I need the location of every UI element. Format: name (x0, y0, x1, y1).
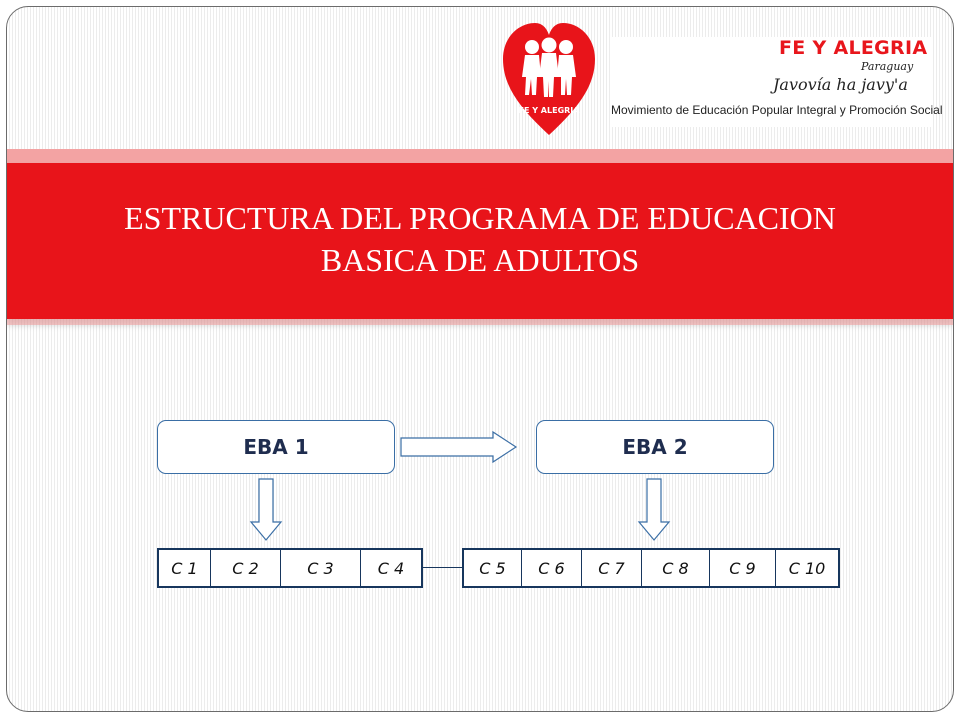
cycle-cell: C 5 (464, 550, 522, 586)
program-box-eba-2: EBA 2 (536, 420, 774, 474)
title-line-1: ESTRUCTURA DEL PROGRAMA DE EDUCACION (124, 200, 836, 236)
cycle-cell: C 2 (211, 550, 281, 586)
brand-movement: Movimiento de Educación Popular Integral y Promoción Social (611, 103, 943, 117)
cycle-cell: C 6 (522, 550, 582, 586)
diagram-arrows (7, 7, 953, 711)
brand-name: FE Y ALEGRIA (779, 37, 928, 59)
cycle-cell: C 1 (159, 550, 211, 586)
down-arrow-icon-eba-1 (251, 479, 281, 540)
cycle-cell: C 9 (710, 550, 776, 586)
cycle-cell: C 10 (788, 558, 826, 578)
emblem-text: FE Y ALEGRIA (518, 106, 580, 115)
program-box-eba-1: EBA 1 (157, 420, 395, 474)
cycle-cell: C 8 (642, 550, 710, 586)
slide (6, 6, 954, 712)
cycle-cell: C 4 (377, 558, 405, 578)
down-arrow-icon-eba-2 (639, 479, 669, 540)
title-line-2: BASICA DE ADULTOS (320, 242, 640, 278)
cycle-cell: C 3 (281, 550, 361, 586)
brand-country: Paraguay (861, 60, 914, 73)
cycle-group-eba-2 (462, 548, 840, 588)
right-arrow-icon (401, 432, 516, 462)
cycle-cell: C 7 (582, 550, 642, 586)
cycle-group-eba-1 (157, 548, 423, 588)
cycle-groups-connector (423, 567, 462, 568)
brand-motto: Javovía ha javy'a (773, 75, 908, 94)
